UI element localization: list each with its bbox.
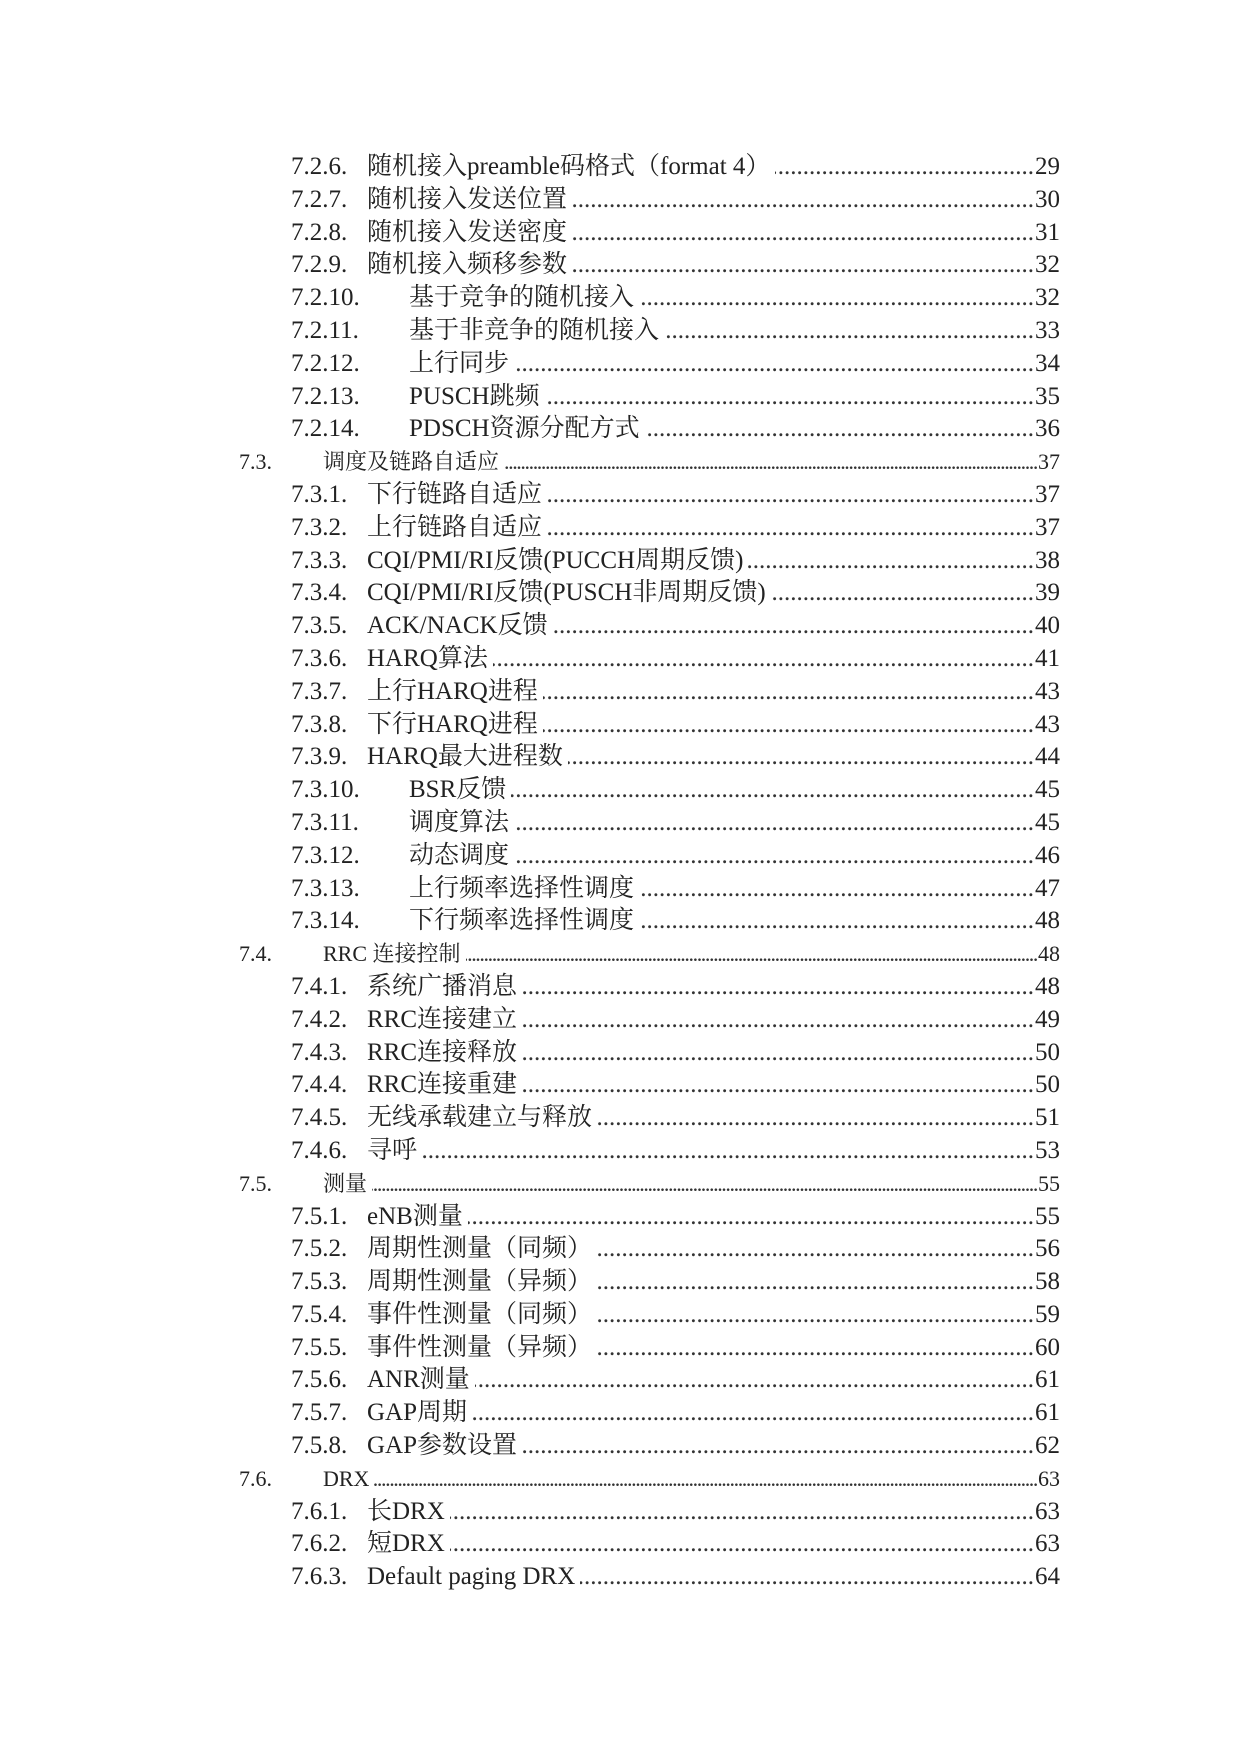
- toc-entry-page-number: 34: [1035, 349, 1060, 377]
- toc-entry-page-number: 60: [1035, 1333, 1060, 1361]
- toc-entry-title: RRC连接释放: [367, 1038, 518, 1066]
- toc-entry[interactable]: [291, 807, 1060, 840]
- toc-entry-page-number: 56: [1035, 1235, 1060, 1263]
- toc-entry-page-number: 51: [1035, 1104, 1060, 1132]
- dot-leader: [597, 1102, 1034, 1135]
- toc-entry[interactable]: [291, 1561, 1060, 1594]
- dot-leader: [372, 1168, 1037, 1201]
- toc-entry-page-number: 47: [1035, 874, 1060, 902]
- toc-entry[interactable]: [291, 1266, 1060, 1299]
- dot-leader: [771, 577, 1034, 610]
- dot-leader: [572, 217, 1034, 250]
- toc-entry[interactable]: [291, 184, 1060, 217]
- toc-entry[interactable]: [291, 774, 1060, 807]
- toc-entry[interactable]: [291, 315, 1060, 348]
- toc-entry-number: 7.3.6.: [291, 644, 348, 672]
- dot-leader: [466, 938, 1037, 971]
- toc-entry-number: 7.3.11.: [291, 808, 359, 836]
- dot-leader: [522, 971, 1034, 1004]
- toc-entry-number: 7.6.3.: [291, 1563, 348, 1591]
- toc-entry-number: 7.3.2.: [291, 513, 348, 541]
- toc-entry-number: 7.6.: [239, 1465, 272, 1491]
- dot-leader: [472, 1397, 1034, 1430]
- toc-entry-page-number: 37: [1035, 480, 1060, 508]
- dot-leader: [450, 1528, 1034, 1561]
- toc-entry[interactable]: [291, 1135, 1060, 1168]
- dot-leader: [568, 741, 1034, 774]
- toc-entry-number: 7.4.2.: [291, 1005, 348, 1033]
- toc-entry-page-number: 49: [1035, 1005, 1060, 1033]
- toc-entry-title: ANR测量: [367, 1366, 470, 1394]
- toc-entry-page-number: 41: [1035, 644, 1060, 672]
- toc-entry-page-number: 61: [1035, 1399, 1060, 1427]
- toc-entry-title: 下行HARQ进程: [367, 710, 538, 738]
- toc-entry-title: 长DRX: [367, 1497, 445, 1525]
- toc-entry-number: 7.3.7.: [291, 677, 348, 705]
- toc-entry-number: 7.2.13.: [291, 382, 360, 410]
- toc-entry-title: BSR反馈: [409, 776, 507, 804]
- toc-entry-page-number: 50: [1035, 1038, 1060, 1066]
- toc-entry-number: 7.4.1.: [291, 972, 348, 1000]
- toc-entry-title: 上行同步: [409, 349, 510, 377]
- toc-entry-number: 7.3.5.: [291, 612, 348, 640]
- toc-entry[interactable]: [291, 217, 1060, 250]
- toc-entry-title: PUSCH跳频: [409, 382, 540, 410]
- toc-entry-page-number: 44: [1035, 743, 1060, 771]
- toc-entry-title: GAP周期: [367, 1399, 468, 1427]
- toc-entry[interactable]: [291, 1037, 1060, 1070]
- toc-entry-title: 测量: [323, 1170, 368, 1196]
- dot-leader: [639, 873, 1034, 906]
- dot-leader: [522, 1004, 1034, 1037]
- toc-entry-title: 随机接入发送位置: [367, 185, 568, 213]
- toc-entry-number: 7.2.14.: [291, 415, 360, 443]
- toc-entry-title: 下行链路自适应: [367, 480, 543, 508]
- toc-entry-title: 下行频率选择性调度: [409, 907, 635, 935]
- toc-entry[interactable]: [291, 151, 1060, 184]
- table-of-contents: [0, 151, 1241, 1594]
- toc-entry-number: 7.3.3.: [291, 546, 348, 574]
- toc-entry[interactable]: [291, 709, 1060, 742]
- toc-entry-number: 7.5.1.: [291, 1202, 348, 1230]
- toc-entry[interactable]: [239, 446, 1060, 479]
- toc-entry-number: 7.3.14.: [291, 907, 360, 935]
- toc-entry-page-number: 48: [1038, 941, 1060, 967]
- dot-leader: [543, 676, 1034, 709]
- toc-entry-title: 上行频率选择性调度: [409, 874, 635, 902]
- toc-entry-title: 随机接入preamble码格式（format 4）: [367, 153, 771, 180]
- toc-entry-number: 7.5.2.: [291, 1235, 348, 1263]
- toc-entry-number: 7.2.7.: [291, 185, 348, 213]
- toc-entry-title: eNB测量: [367, 1202, 463, 1230]
- toc-entry-number: 7.2.10.: [291, 284, 360, 312]
- toc-entry-number: 7.4.4.: [291, 1071, 348, 1099]
- toc-entry-title: 随机接入频移参数: [367, 251, 568, 279]
- toc-entry-title: RRC 连接控制: [323, 941, 461, 967]
- toc-entry-page-number: 37: [1038, 449, 1060, 475]
- toc-entry-number: 7.3.1.: [291, 480, 348, 508]
- dot-leader: [543, 709, 1034, 742]
- toc-entry-number: 7.2.8.: [291, 218, 348, 246]
- toc-entry[interactable]: [291, 1332, 1060, 1365]
- toc-entry[interactable]: [291, 348, 1060, 381]
- dot-leader: [597, 1233, 1034, 1266]
- toc-entry-title: 调度及链路自适应: [323, 449, 500, 475]
- toc-entry-page-number: 50: [1035, 1071, 1060, 1099]
- toc-entry[interactable]: [291, 1528, 1060, 1561]
- dot-leader: [597, 1332, 1034, 1365]
- toc-entry-number: 7.5.5.: [291, 1333, 348, 1361]
- dot-leader: [547, 512, 1034, 545]
- toc-entry[interactable]: [291, 1201, 1060, 1234]
- toc-entry-page-number: 61: [1035, 1366, 1060, 1394]
- toc-entry[interactable]: [291, 413, 1060, 446]
- toc-entry-page-number: 32: [1035, 251, 1060, 279]
- toc-entry[interactable]: [291, 1299, 1060, 1332]
- toc-entry-page-number: 58: [1035, 1268, 1060, 1296]
- toc-entry-page-number: 55: [1035, 1202, 1060, 1230]
- toc-entry[interactable]: [291, 1233, 1060, 1266]
- toc-entry-page-number: 32: [1035, 284, 1060, 312]
- toc-entry-page-number: 45: [1035, 776, 1060, 804]
- toc-entry[interactable]: [291, 1397, 1060, 1430]
- dot-leader: [639, 905, 1034, 938]
- toc-entry-title: 调度算法: [409, 808, 510, 836]
- toc-entry-page-number: 64: [1035, 1563, 1060, 1591]
- toc-entry-number: 7.3.13.: [291, 874, 360, 902]
- toc-entry-title: PDSCH资源分配方式: [409, 415, 640, 443]
- toc-entry-number: 7.2.6.: [291, 153, 348, 180]
- toc-entry-page-number: 40: [1035, 612, 1060, 640]
- toc-entry-number: 7.2.9.: [291, 251, 348, 279]
- toc-entry[interactable]: [291, 1069, 1060, 1102]
- dot-leader: [468, 1201, 1034, 1234]
- toc-entry-title: RRC连接建立: [367, 1005, 518, 1033]
- toc-entry-title: 基于竞争的随机接入: [409, 284, 635, 312]
- toc-entry[interactable]: [291, 873, 1060, 906]
- dot-leader: [664, 315, 1034, 348]
- toc-entry-number: 7.3.4.: [291, 579, 348, 607]
- toc-entry[interactable]: [291, 971, 1060, 1004]
- toc-entry-title: CQI/PMI/RI反馈(PUCCH周期反馈): [367, 546, 744, 574]
- toc-entry-title: 寻呼: [367, 1136, 418, 1164]
- toc-entry-title: 周期性测量（同频）: [367, 1235, 593, 1263]
- toc-entry-page-number: 39: [1035, 579, 1060, 607]
- toc-entry-title: 系统广播消息: [367, 972, 518, 1000]
- toc-entry-page-number: 31: [1035, 218, 1060, 246]
- toc-entry-title: 动态调度: [409, 841, 510, 869]
- toc-entry-page-number: 62: [1035, 1432, 1060, 1460]
- toc-entry-title: 随机接入发送密度: [367, 218, 568, 246]
- toc-entry-page-number: 63: [1038, 1465, 1060, 1491]
- toc-entry-number: 7.3.9.: [291, 743, 348, 771]
- dot-leader: [645, 413, 1034, 446]
- toc-entry-page-number: 30: [1035, 185, 1060, 213]
- toc-entry-title: 上行链路自适应: [367, 513, 543, 541]
- dot-leader: [422, 1135, 1034, 1168]
- toc-entry-page-number: 43: [1035, 710, 1060, 738]
- toc-entry-number: 7.3.12.: [291, 841, 360, 869]
- toc-entry[interactable]: [291, 643, 1060, 676]
- toc-entry-page-number: 43: [1035, 677, 1060, 705]
- toc-entry-title: RRC连接重建: [367, 1071, 518, 1099]
- toc-entry[interactable]: [291, 249, 1060, 282]
- toc-entry-title: 基于非竞争的随机接入: [409, 316, 660, 344]
- toc-entry[interactable]: [291, 479, 1060, 512]
- toc-entry[interactable]: [291, 1364, 1060, 1397]
- toc-entry-number: 7.3.8.: [291, 710, 348, 738]
- dot-leader: [775, 151, 1034, 184]
- dot-leader: [514, 840, 1034, 873]
- dot-leader: [450, 1496, 1034, 1529]
- toc-entry-page-number: 35: [1035, 382, 1060, 410]
- toc-entry-number: 7.3.10.: [291, 776, 360, 804]
- toc-entry-number: 7.3.: [239, 449, 272, 475]
- toc-entry-number: 7.5.3.: [291, 1268, 348, 1296]
- toc-entry-page-number: 37: [1035, 513, 1060, 541]
- toc-entry-title: HARQ最大进程数: [367, 743, 563, 771]
- dot-leader: [748, 545, 1034, 578]
- toc-entry-page-number: 63: [1035, 1530, 1060, 1558]
- toc-entry-page-number: 45: [1035, 808, 1060, 836]
- toc-entry[interactable]: [291, 381, 1060, 414]
- toc-entry[interactable]: [291, 905, 1060, 938]
- toc-entry-number: 7.6.2.: [291, 1530, 348, 1558]
- dot-leader: [514, 348, 1034, 381]
- dot-leader: [522, 1069, 1034, 1102]
- toc-entry-title: ACK/NACK反馈: [367, 612, 548, 640]
- toc-entry-page-number: 33: [1035, 316, 1060, 344]
- toc-entry[interactable]: [291, 282, 1060, 315]
- toc-entry-number: 7.2.12.: [291, 349, 360, 377]
- toc-entry-title: CQI/PMI/RI反馈(PUSCH非周期反馈): [367, 579, 766, 607]
- dot-leader: [547, 479, 1034, 512]
- dot-leader: [572, 184, 1034, 217]
- toc-entry-page-number: 29: [1035, 153, 1060, 180]
- toc-entry-page-number: 59: [1035, 1300, 1060, 1328]
- dot-leader: [493, 643, 1034, 676]
- toc-entry-title: 上行HARQ进程: [367, 677, 538, 705]
- toc-entry-title: 事件性测量（同频）: [367, 1300, 593, 1328]
- dot-leader: [580, 1561, 1034, 1594]
- dot-leader: [639, 282, 1034, 315]
- toc-entry[interactable]: [291, 545, 1060, 578]
- toc-entry-number: 7.2.11.: [291, 316, 359, 344]
- dot-leader: [545, 381, 1034, 414]
- toc-entry-title: 事件性测量（异频）: [367, 1333, 593, 1361]
- dot-leader: [597, 1266, 1034, 1299]
- toc-entry[interactable]: [239, 1168, 1060, 1201]
- toc-entry-number: 7.5.4.: [291, 1300, 348, 1328]
- toc-entry-page-number: 38: [1035, 546, 1060, 574]
- toc-entry-title: 周期性测量（异频）: [367, 1268, 593, 1296]
- dot-leader: [504, 446, 1037, 479]
- toc-entry-title: 无线承载建立与释放: [367, 1104, 593, 1132]
- toc-entry-page-number: 48: [1035, 907, 1060, 935]
- toc-entry-number: 7.4.5.: [291, 1104, 348, 1132]
- toc-entry-page-number: 48: [1035, 972, 1060, 1000]
- toc-entry-number: 7.4.6.: [291, 1136, 348, 1164]
- dot-leader: [553, 610, 1034, 643]
- dot-leader: [374, 1463, 1037, 1496]
- toc-entry-number: 7.5.6.: [291, 1366, 348, 1394]
- toc-entry-number: 7.6.1.: [291, 1497, 348, 1525]
- toc-entry-page-number: 36: [1035, 415, 1060, 443]
- toc-entry[interactable]: [291, 610, 1060, 643]
- toc-entry-number: 7.5.8.: [291, 1432, 348, 1460]
- toc-entry[interactable]: [291, 840, 1060, 873]
- dot-leader: [572, 249, 1034, 282]
- toc-entry-number: 7.4.: [239, 941, 272, 967]
- toc-entry-number: 7.5.7.: [291, 1399, 348, 1427]
- dot-leader: [514, 807, 1034, 840]
- toc-entry-number: 7.5.: [239, 1170, 272, 1196]
- toc-entry[interactable]: [239, 1463, 1060, 1496]
- toc-entry-page-number: 46: [1035, 841, 1060, 869]
- toc-entry-page-number: 53: [1035, 1136, 1060, 1164]
- dot-leader: [597, 1299, 1034, 1332]
- toc-entry[interactable]: [291, 1430, 1060, 1463]
- toc-entry-title: GAP参数设置: [367, 1432, 518, 1460]
- dot-leader: [475, 1364, 1034, 1397]
- toc-entry[interactable]: [291, 1102, 1060, 1135]
- toc-entry[interactable]: [239, 938, 1060, 971]
- toc-entry[interactable]: [291, 577, 1060, 610]
- dot-leader: [522, 1430, 1034, 1463]
- toc-entry-page-number: 63: [1035, 1497, 1060, 1525]
- toc-entry[interactable]: [291, 676, 1060, 709]
- toc-entry-title: DRX: [323, 1465, 370, 1491]
- dot-leader: [522, 1037, 1034, 1070]
- toc-entry-number: 7.4.3.: [291, 1038, 348, 1066]
- toc-entry-page-number: 55: [1038, 1170, 1060, 1196]
- dot-leader: [511, 774, 1034, 807]
- toc-entry[interactable]: [291, 741, 1060, 774]
- toc-entry[interactable]: [291, 1496, 1060, 1529]
- toc-entry-title: HARQ算法: [367, 644, 488, 672]
- toc-entry-title: Default paging DRX: [367, 1563, 576, 1591]
- toc-entry[interactable]: [291, 512, 1060, 545]
- toc-entry-title: 短DRX: [367, 1530, 445, 1558]
- toc-entry[interactable]: [291, 1004, 1060, 1037]
